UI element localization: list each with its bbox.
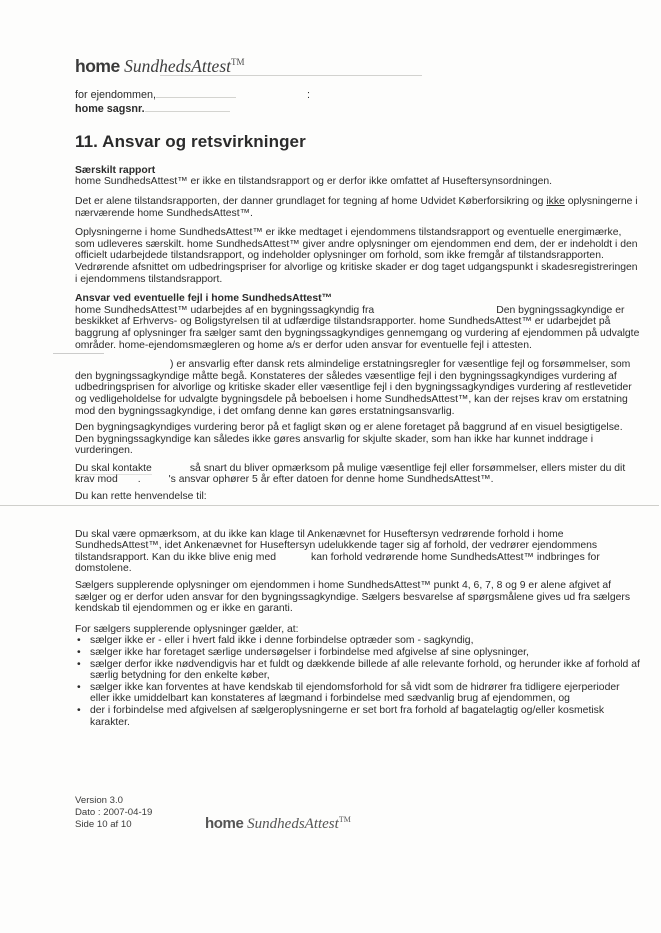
text-run: Den bygningssagkyndige er beskikket af Erhvervs- og Boligstyrelsen til at udfærdige tilstandsrapporter. home SundhedsAttest™ er udarbejdet på baggrung af oplysninger fra sælger samt den bygningssagkyndiges gennemgang og vurdering af ejendommen på udvalgte områder. home-ejendomsmægleren og home a/s er derfor uden ansvar for eventuelle fejl i attesten. bbox=[75, 304, 640, 351]
faint-scan-line bbox=[160, 75, 422, 76]
document-body bbox=[75, 165, 640, 728]
list-item-text: sælger ikke har foretaget særlige undersøgelser i forbindelse med afgivelse af sine oplysninger, bbox=[90, 647, 529, 659]
sagsnr-label: home sagsnr. bbox=[75, 102, 145, 115]
paragraph-gaelder-at: For sælgers supplerende oplysninger gælder, at: bbox=[75, 623, 299, 635]
text-run: ) er ansvarlig efter dansk rets almindelige erstatningsregler for væsentlige fejl og forsømmelser, som den bygningssagkyndige måtte begå. Konstateres der således væsentlige fejl i den bygningssagkyndiges vurdering af udbedringsprisen for alvorlige og kritiske skader eller væsentlige fejl i den bygningssagkyndiges vurdering af restlevetider og vedligeholdelse for udvalgte bygningsdele på beboelsen i home SundhedsAttest™, kan der rejses krav om erstatning mod den bygningssagkyndige, i det omfang denne kan gøres erstatningsansvarlig. bbox=[75, 359, 632, 417]
redacted-name-blank bbox=[118, 481, 138, 482]
text-run: . bbox=[137, 474, 141, 486]
case-number-line bbox=[75, 101, 640, 115]
paragraph-henvendelse: Du kan rette henvendelse til: bbox=[75, 491, 207, 503]
subheading-ansvar-fejl: Ansvar ved eventuelle fejl i home SundhedsAttest™ bbox=[75, 293, 332, 305]
list-item-text: sælger ikke er - eller i hvert fald ikke i denne forbindelse optræder som - sagkyndig, bbox=[90, 635, 474, 647]
paragraph-fagligt-skoen: Den bygningsagkyndiges vurdering beror på et fagligt skøn og er alene foretaget på baggrund af en visuel besigtigelse. Den bygningssagkyndige kan således ikke gøres ansvarlig for skjulte skader, som han ikke har kunnet inddrage i vurderingen. bbox=[75, 422, 623, 457]
list-item bbox=[75, 635, 640, 647]
section-title: 11. Ansvar og retsvirkninger bbox=[75, 131, 306, 151]
subheading-saerskilt-rapport: Særskilt rapport bbox=[75, 164, 156, 176]
paragraph-ankenaevnet bbox=[75, 529, 640, 575]
property-value-blank bbox=[156, 87, 236, 98]
property-line bbox=[75, 87, 640, 101]
redacted-name-blank bbox=[141, 481, 169, 482]
logo-attest-wordmark: SundhedsAttest bbox=[119, 55, 231, 76]
list-item-text: sælger derfor ikke nødvendigvis har et fuldt og dækkende billede af alle relevante forhold, og herunder ikke af forhold af særlig betydning for den enkelte køber, bbox=[90, 658, 640, 682]
paragraph-tilstandsrapport-grundlag bbox=[75, 196, 640, 219]
bullet-icon: • bbox=[77, 704, 81, 716]
list-item-text: sælger ikke kan forventes at have kendskab til ejendomsforhold for så vidt som de hidrører fra tidligere ejerperioder eller ikke umiddelbart kan konstateres af lægmand i forbindelse med sædvanlig brug af ejendommen, og bbox=[90, 681, 620, 705]
contact-fill-in-line bbox=[0, 505, 659, 506]
paragraph-kontakt bbox=[75, 463, 640, 486]
list-item bbox=[75, 682, 640, 705]
text-run: Det er alene tilstandsrapporten, der danner grundlaget for tegning af home Udvidet Køberforsikring og bbox=[75, 196, 547, 208]
list-item bbox=[75, 647, 640, 659]
paragraph-saelgers-oplysninger: Sælgers supplerende oplysninger om ejendommen i home SundhedsAttest™ punkt 4, 6, 7, 8 og 9 er alene afgivet af sælger og er derfor uden ansvar for den bygningssagkyndige. Sælgers besvarelse af spørgsmålene gives ud fra sælgers kendskab til ejendommen og er ikke en garanti. bbox=[75, 580, 631, 615]
list-item bbox=[75, 659, 640, 682]
paragraph-oplysninger: Oplysningerne i home SundhedsAttest™ er ikke medtaget i ejendommens tilstandsrapport og eventuelle energimærke, som udleveres særskilt. home SundhedsAttest™ giver andre oplysninger om ejendommen end dem, der er indeholdt i den officielt udarbejdede tilstandsrapport, og indeholder oplysninger om forhold, som ikke fremgår af tilstandsrapporten. Vedrørende afsnittet om udbedringspriser for alvorlige og kritiske skader er dog taget udgangspunkt i skadesregistreringen i ejendommens tilstandsrapport. bbox=[75, 227, 638, 285]
text-run: Du skal kontakte bbox=[75, 462, 152, 474]
logo-attest-wordmark: SundhedsAttest bbox=[243, 816, 339, 833]
colon: : bbox=[307, 88, 311, 101]
text-run: oplysningerne i nærværende home SundhedsAttest™. bbox=[75, 196, 638, 219]
footer-home-sundhedsattest-logo bbox=[205, 814, 351, 831]
bullet-icon: • bbox=[77, 635, 81, 647]
list-item-text: der i forbindelse med afgivelsen af sælgeroplysningerne er set bort fra forhold af bagatelagtig og/eller kosmetisk karakter. bbox=[90, 704, 605, 728]
underlined-word-ikke: ikke bbox=[546, 196, 565, 208]
list-item bbox=[75, 705, 640, 728]
text-run: home SundhedsAttest™ udarbejdes af en bygningssagkyndig fra bbox=[75, 304, 375, 316]
faint-scan-line bbox=[53, 353, 104, 354]
text-run: kan forhold vedrørende home SundhedsAttest™ indbringes for domstolene. bbox=[75, 551, 600, 575]
redacted-name-blank bbox=[276, 559, 311, 560]
trademark-symbol: TM bbox=[231, 57, 245, 67]
redacted-name-blank bbox=[374, 312, 496, 313]
text-run: 's ansvar ophører 5 år efter datoen for denne home SundhedsAttest™. bbox=[168, 474, 494, 486]
page-footer bbox=[75, 795, 640, 833]
redacted-name-blank bbox=[152, 470, 190, 471]
trademark-symbol: TM bbox=[338, 815, 351, 825]
logo-home-wordmark: home bbox=[75, 55, 120, 76]
paragraph-not-tilstandsrapport: home SundhedsAttest™ er ikke en tilstandsrapport og er derfor ikke omfattet af Huseftersynsordningen. bbox=[75, 176, 553, 188]
bullet-icon: • bbox=[77, 681, 81, 693]
version-label: Version 3.0 bbox=[75, 795, 124, 807]
date-label: Dato : 2007-04-19 bbox=[75, 806, 153, 818]
paragraph-bygningssagkyndig bbox=[75, 305, 640, 351]
paragraph-erstatningsregler bbox=[75, 359, 640, 417]
text-run: så snart du bliver opmærksom på mulige væsentlige fejl eller forsømmelser, ellers mister du dit krav mod bbox=[75, 462, 626, 486]
home-sundhedsattest-logo bbox=[75, 52, 640, 76]
bullet-icon: • bbox=[77, 658, 81, 670]
text-run: Du skal være opmærksom, at du ikke kan klage til Ankenævnet for Huseftersyn vedrørende forhold i home SundhedsAttest™, idet Ankenævnet for Huseftersyn udelukkende tager sig af forhold, der vedrører ejendommens tilstandsrapport. Kan du ikke blive enig med bbox=[75, 528, 598, 563]
case-number-blank bbox=[145, 101, 230, 112]
seller-disclaimer-list bbox=[75, 635, 640, 728]
bullet-icon: • bbox=[77, 647, 81, 659]
page-number-label: Side 10 af 10 bbox=[75, 818, 132, 830]
for-ejendommen-label: for ejendommen, bbox=[75, 88, 157, 101]
logo-home-wordmark: home bbox=[205, 815, 244, 833]
